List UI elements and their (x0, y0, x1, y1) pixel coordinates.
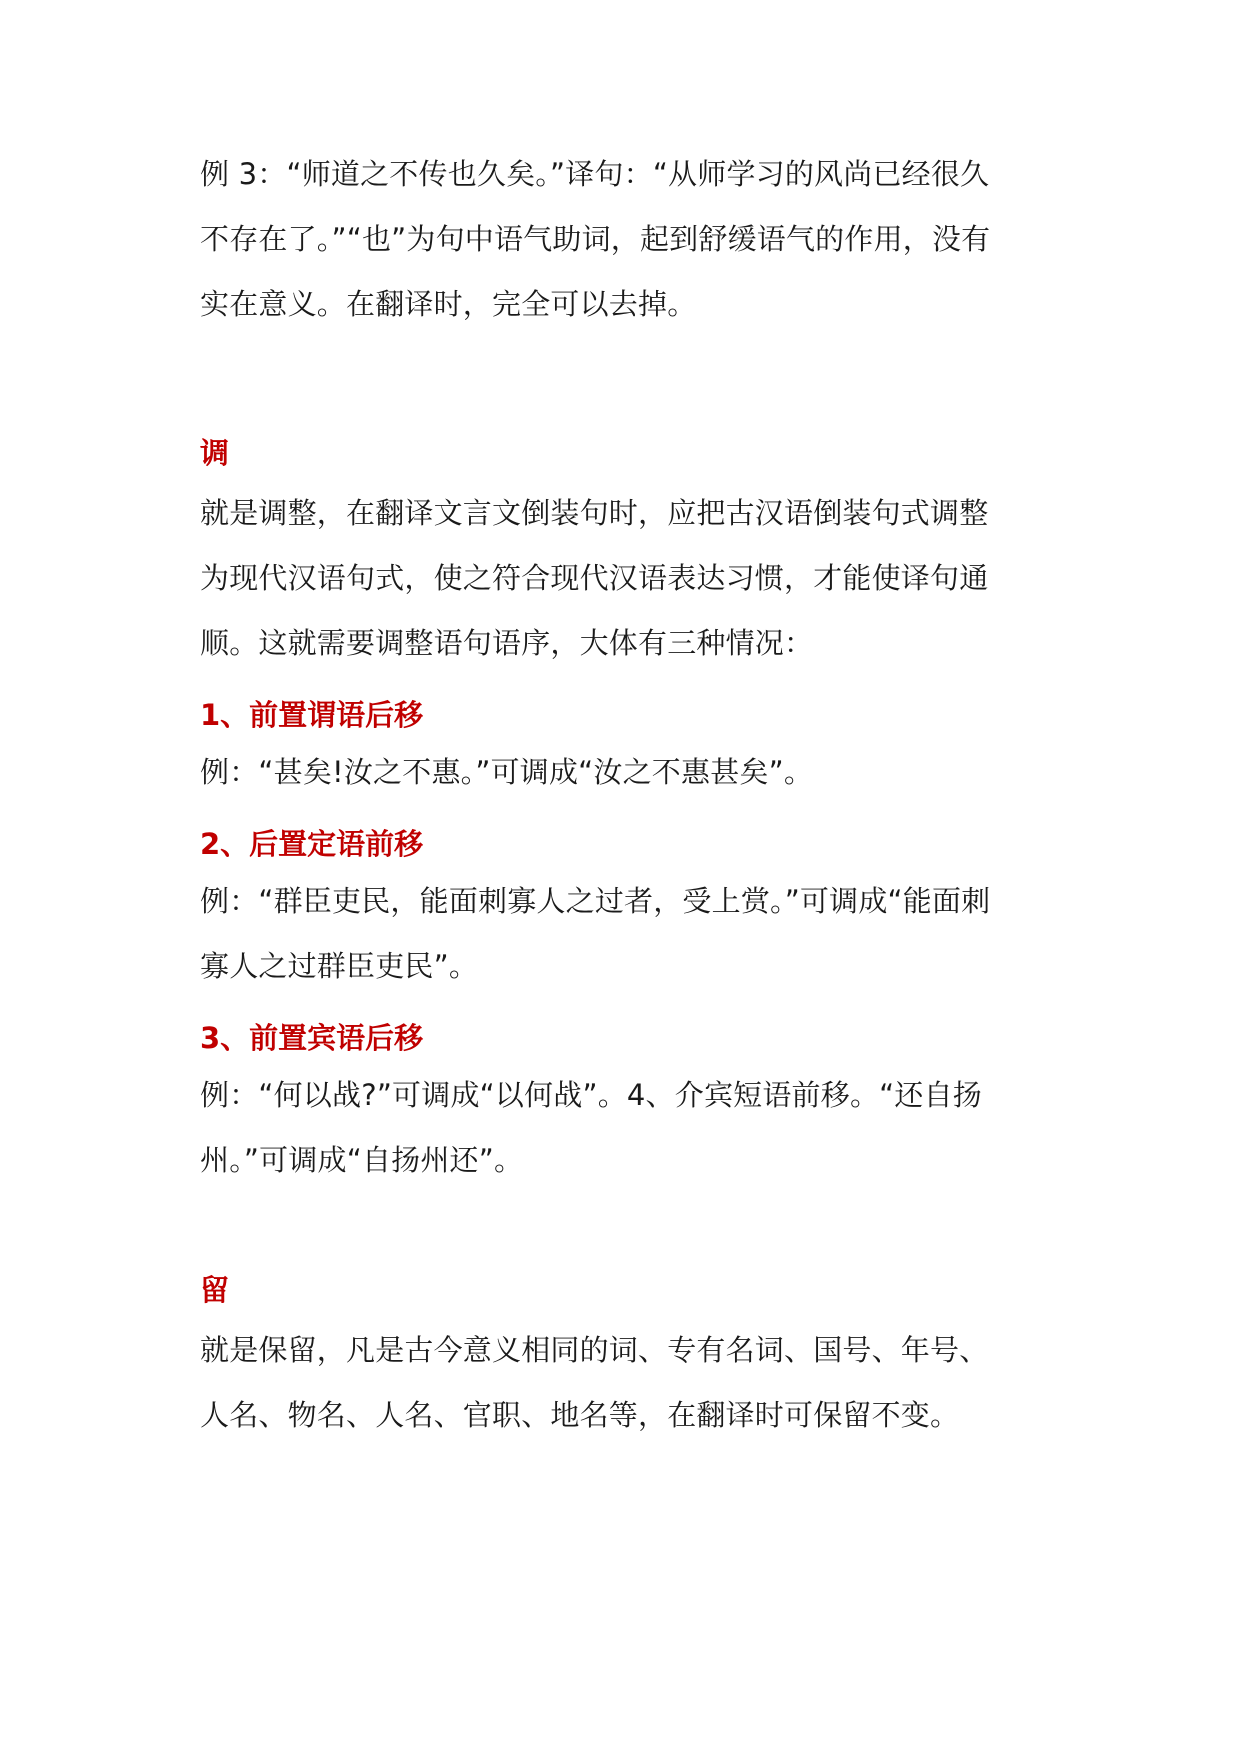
text-line: 例：“甚矣!汝之不惠。”可调成“汝之不惠甚矣”。 (200, 755, 814, 789)
item-3-example (200, 1063, 1060, 1193)
text-line: 例：“群臣吏民，能面刺寡人之过者，受上赏。”可调成“能面刺 (200, 884, 991, 918)
text-line: 人名、物名、人名、官职、地名等，在翻译时可保留不变。 (200, 1398, 960, 1432)
item-2-example (200, 869, 1060, 999)
text-line: 州。”可调成“自扬州还”。 (200, 1143, 524, 1177)
section-heading-tiao: 调 (200, 436, 230, 470)
text-line: 例 3：“师道之不传也久矣。”译句：“从师学习的风尚已经很久 (200, 157, 990, 191)
text-line: 不存在了。”“也”为句中语气助词，起到舒缓语气的作用，没有 (200, 222, 991, 256)
text-line: 寡人之过群臣吏民”。 (200, 949, 479, 983)
text-line: 顺。这就需要调整语句语序，大体有三种情况： (200, 626, 814, 660)
text-line: 为现代汉语句式，使之符合现代汉语表达习惯，才能使译句通 (200, 561, 989, 595)
liu-body-paragraph (200, 1318, 1060, 1448)
item-1-example (200, 740, 1060, 805)
text-line: 就是调整，在翻译文言文倒装句时，应把古汉语倒装句式调整 (200, 496, 989, 530)
subheading-item-1: 1、前置谓语后移 (200, 698, 424, 732)
text-line: 实在意义。在翻译时，完全可以去掉。 (200, 287, 697, 321)
subheading-item-2: 2、后置定语前移 (200, 827, 424, 861)
text-line: 就是保留，凡是古今意义相同的词、专有名词、国号、年号、 (200, 1333, 989, 1367)
tiao-body-paragraph (200, 481, 1060, 676)
intro-paragraph (200, 142, 1060, 337)
subheading-item-3: 3、前置宾语后移 (200, 1021, 424, 1055)
section-heading-liu: 留 (200, 1273, 230, 1307)
text-line: 例：“何以战?”可调成“以何战”。4、介宾短语前移。“还自扬 (200, 1078, 982, 1112)
